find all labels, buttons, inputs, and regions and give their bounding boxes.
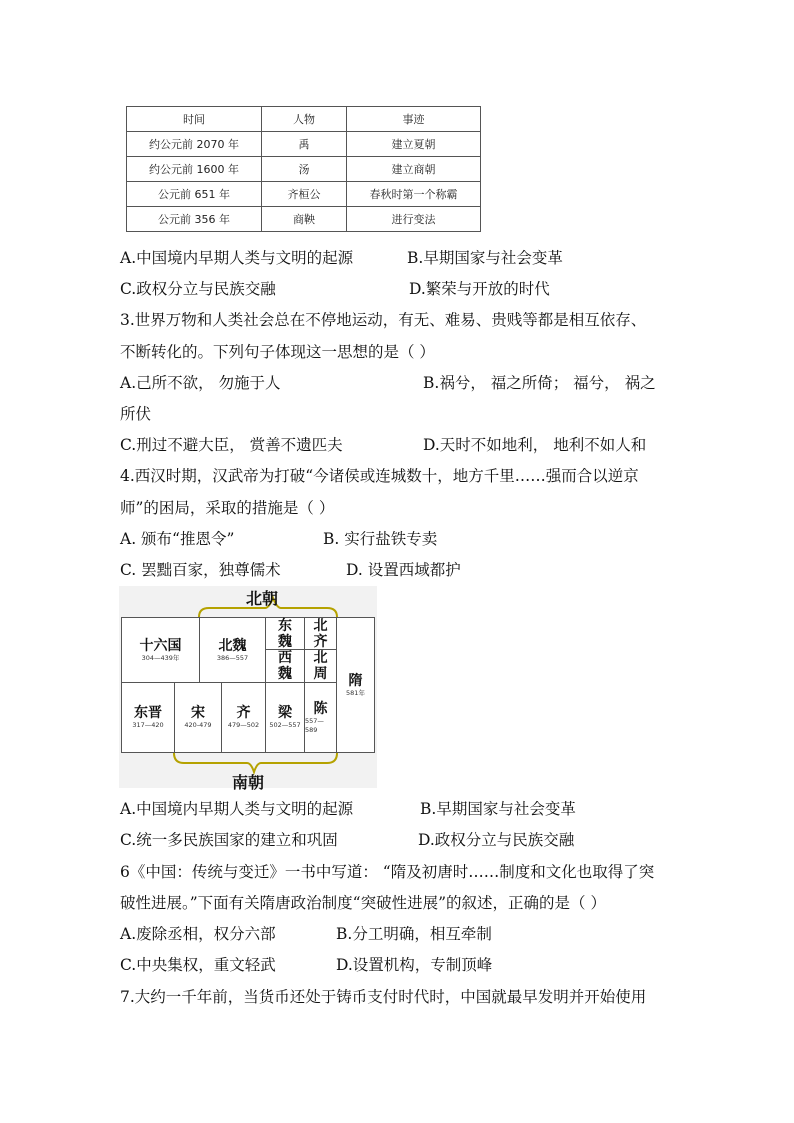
q5-option-c: C.统一多民族国家的建立和巩固 bbox=[120, 831, 338, 849]
q6-option-d: D.设置机构，专制顶峰 bbox=[336, 956, 493, 974]
q2-option-c: C.政权分立与民族交融 bbox=[120, 280, 276, 298]
dynasty-name: 隋 bbox=[348, 672, 363, 689]
cell-qi bbox=[221, 682, 266, 753]
table-header-cell: 事迹 bbox=[347, 107, 481, 132]
cell-chen bbox=[304, 682, 337, 753]
cell-sui bbox=[336, 617, 375, 753]
dynasty-name: 十六国 bbox=[139, 637, 182, 654]
q4-option-b: B. 实行盐铁专卖 bbox=[323, 530, 438, 548]
q6-option-a: A.废除丞相，权分六部 bbox=[120, 925, 276, 943]
q2-option-b: B.早期国家与社会变革 bbox=[407, 249, 563, 267]
q5-option-d: D.政权分立与民族交融 bbox=[418, 831, 575, 849]
table-cell: 禹 bbox=[262, 132, 347, 157]
q4-stem-line2: 师”的困局，采取的措施是（ ） bbox=[120, 499, 335, 517]
q3-stem-line2: 不断转化的。下列句子体现这一思想的是（ ） bbox=[120, 343, 435, 361]
q6-stem-line1: 6《中国：传统与变迁》一书中写道： “隋及初唐时……制度和文化也取得了突 bbox=[120, 863, 655, 881]
table-cell: 商鞅 bbox=[262, 207, 347, 232]
cell-beiqi bbox=[304, 617, 337, 650]
cell-dongjin bbox=[121, 682, 175, 753]
table-cell: 建立夏朝 bbox=[347, 132, 481, 157]
cell-sixteen-kingdoms bbox=[121, 617, 200, 683]
q2-option-d: D.繁荣与开放的时代 bbox=[409, 280, 550, 298]
q6-stem-line2: 破性进展。”下面有关隋唐政治制度“突破性进展”的叙述，正确的是（ ） bbox=[120, 894, 606, 912]
table-cell: 建立商朝 bbox=[347, 157, 481, 182]
q5-option-b: B.早期国家与社会变革 bbox=[420, 800, 576, 818]
dynasty-years: 502—557 bbox=[269, 721, 301, 729]
q6-option-b: B.分工明确，相互牵制 bbox=[336, 925, 492, 943]
q4-option-c: C. 罢黜百家，独尊儒术 bbox=[120, 561, 281, 579]
table-header-row bbox=[127, 107, 481, 132]
table-cell: 齐桓公 bbox=[262, 182, 347, 207]
table-cell: 进行变法 bbox=[347, 207, 481, 232]
dynasty-years: 557—589 bbox=[305, 716, 324, 734]
table-cell: 春秋时第一个称霸 bbox=[347, 182, 481, 207]
dynasty-name: 齐 bbox=[236, 705, 251, 721]
q4-stem-line1: 4.西汉时期，汉武帝为打破“今诸侯或连城数十，地方千里……强而合以逆京 bbox=[120, 467, 639, 485]
dynasty-name: 北周 bbox=[313, 650, 328, 682]
q3-option-b-continued: 所伏 bbox=[120, 405, 152, 423]
q5-option-a: A.中国境内早期人类与文明的起源 bbox=[120, 800, 354, 818]
q7-stem-line1: 7.大约一千年前，当货币还处于铸币支付时代时，中国就最早发明并开始使用 bbox=[120, 988, 647, 1006]
dynasty-years: 317—420 bbox=[132, 721, 164, 729]
table-header-cell: 时间 bbox=[127, 107, 262, 132]
dynasty-chart bbox=[119, 586, 377, 792]
table-row bbox=[127, 157, 481, 182]
dynasty-years: 581年 bbox=[346, 688, 365, 697]
table-cell: 汤 bbox=[262, 157, 347, 182]
table-cell: 公元前 651 年 bbox=[127, 182, 262, 207]
table-cell: 约公元前 1600 年 bbox=[127, 157, 262, 182]
dynasty-name: 陈 bbox=[313, 700, 328, 717]
cell-xiwei bbox=[265, 649, 305, 683]
dynasty-name: 东晋 bbox=[134, 705, 162, 721]
q3-option-a: A.己所不欲， 勿施于人 bbox=[120, 374, 281, 392]
table-cell: 公元前 356 年 bbox=[127, 207, 262, 232]
q6-option-c: C.中央集权，重文轻武 bbox=[120, 956, 276, 974]
north-dynasties-label: 北朝 bbox=[246, 589, 279, 608]
cell-song bbox=[174, 682, 222, 753]
dynasty-name: 东魏 bbox=[278, 617, 292, 650]
q4-option-a: A. 颁布“推恩令” bbox=[120, 530, 235, 548]
dynasty-years: 386—557 bbox=[216, 653, 249, 662]
q3-stem-line1: 3.世界万物和人类社会总在不停地运动，有无、难易、贵贱等都是相互依存、 bbox=[120, 311, 647, 329]
dynasty-years: 479—502 bbox=[227, 721, 260, 729]
dynasty-years: 304—439年 bbox=[141, 653, 180, 662]
dynasty-years: 420-479 bbox=[184, 721, 212, 729]
q2-option-a: A.中国境内早期人类与文明的起源 bbox=[120, 249, 354, 267]
dynasty-name: 北魏 bbox=[218, 637, 247, 654]
cell-beiwei bbox=[199, 617, 266, 683]
q3-option-b: B.祸兮， 福之所倚； 福兮， 祸之 bbox=[423, 374, 656, 392]
dynasty-name: 北齐 bbox=[313, 617, 328, 650]
cell-dongwei bbox=[265, 617, 305, 650]
table-row bbox=[127, 132, 481, 157]
q3-option-c: C.刑过不避大臣， 赏善不遗匹夫 bbox=[120, 436, 343, 454]
dynasty-name: 宋 bbox=[191, 705, 205, 721]
table-row bbox=[127, 182, 481, 207]
table-header-cell: 人物 bbox=[262, 107, 347, 132]
cell-beizhou bbox=[304, 649, 337, 683]
table-row bbox=[127, 207, 481, 232]
q3-option-d: D.天时不如地利， 地利不如人和 bbox=[423, 436, 647, 454]
south-dynasties-label: 南朝 bbox=[232, 773, 265, 792]
cell-liang bbox=[265, 682, 305, 753]
table-cell: 约公元前 2070 年 bbox=[127, 132, 262, 157]
events-table bbox=[126, 106, 481, 232]
dynasty-name: 西魏 bbox=[278, 650, 292, 682]
q4-option-d: D. 设置西域都护 bbox=[346, 561, 461, 579]
dynasty-name: 梁 bbox=[278, 705, 292, 721]
